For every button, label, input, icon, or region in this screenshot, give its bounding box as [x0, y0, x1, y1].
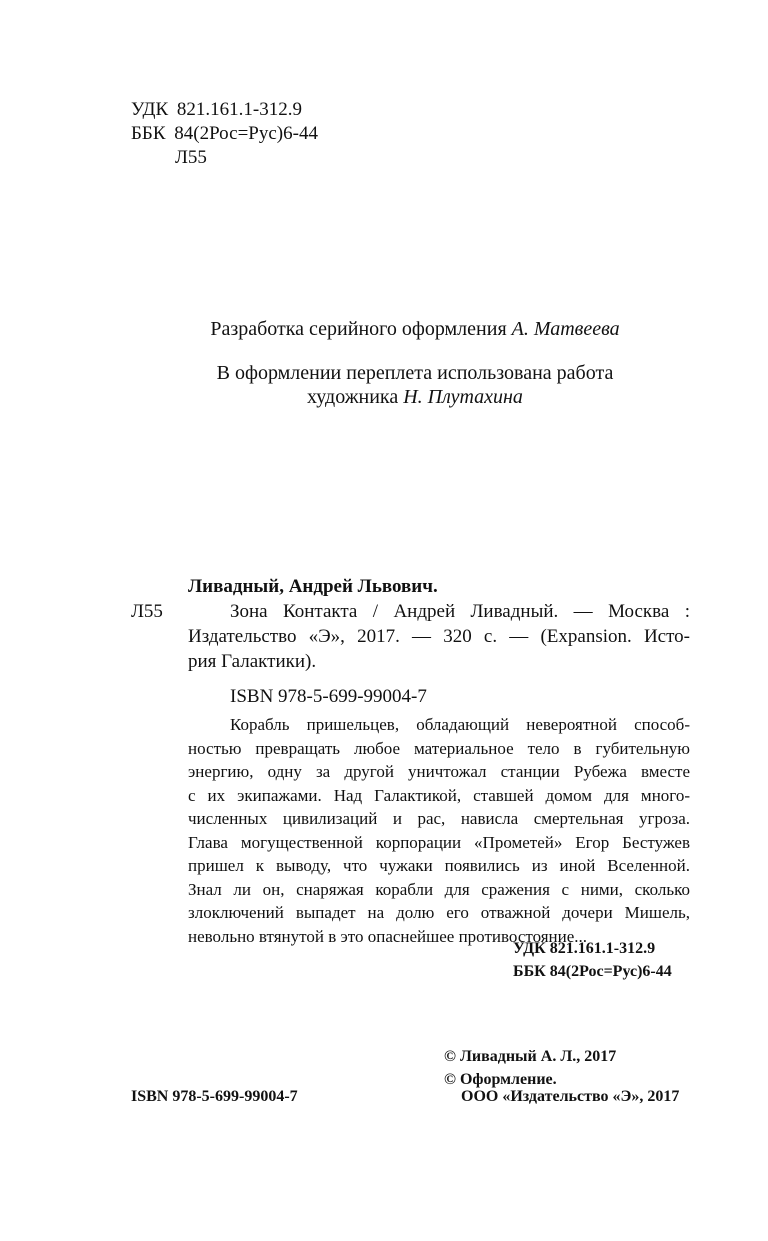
series-design-line [110, 317, 720, 341]
bbk-label: ББК [131, 123, 166, 144]
udk-label: УДК [131, 99, 169, 120]
annotation-line: энергию, одну за другой уничтожал станции Рубежа вместе [188, 762, 690, 781]
record-description-line-3: рия Галактики). [188, 651, 317, 672]
cover-art-line-1: В оформлении переплета использована работа [216, 362, 614, 384]
record-description-line-1: Зона Контакта / Андрей Ливадный. — Москва : [230, 601, 690, 622]
annotation-line: невольно втянутой в это опаснейшее противостояние... [188, 926, 588, 946]
annotation-line: злоключений выпадет на долю его отважной дочери Мишель, [188, 903, 690, 922]
bbk-value: 84(2Рос=Рус)6-44 [174, 123, 318, 144]
annotation-bbk: ББК 84(2Рос=Рус)6-44 [513, 963, 672, 980]
cover-artist-name: Н. Плутахина [403, 386, 523, 408]
cover-art-line-2 [110, 385, 720, 409]
record-mark: Л55 [131, 601, 163, 622]
author-mark-top: Л55 [175, 147, 207, 168]
udk-value: 821.161.1-312.9 [176, 99, 302, 120]
cover-artist-text: художника [307, 386, 404, 408]
annotation-line: Знал ли он, снаряжая корабли для сражения с ними, сколько [188, 879, 690, 899]
footer-copyright-design: © Оформление. [444, 1071, 557, 1088]
annotation-line: с их экипажами. Над Галактикой, ставшей домом для много- [188, 785, 690, 805]
footer-copyright-author: © Ливадный А. Л., 2017 [444, 1048, 617, 1065]
footer-isbn: ISBN 978-5-699-99004-7 [131, 1088, 298, 1105]
annotation-line: Глава могущественной корпорации «Прометей» Егор Бестужев [188, 832, 690, 852]
udk-row [131, 97, 302, 122]
record-description-line-2: Издательство «Э», 2017. — 320 с. — (Expansion. Исто- [188, 626, 690, 647]
record-isbn: ISBN 978-5-699-99004-7 [230, 686, 427, 707]
footer-copyright-publisher: ООО «Издательство «Э», 2017 [461, 1088, 680, 1105]
annotation-line: пришел к выводу, что чужаки появились из иной Вселенной. [188, 856, 690, 875]
bbk-row [131, 121, 318, 146]
series-designer-name: А. Матвеева [511, 318, 620, 340]
series-design-text: Разработка серийного оформления [210, 318, 512, 340]
annotation-line: ностью превращать любое материальное тело в губительную [188, 738, 690, 758]
annotation-line: Корабль пришельцев, обладающий невероятной способ- [230, 715, 690, 734]
annotation-line: численных цивилизаций и рас, нависла смертельная угроза. [188, 809, 690, 828]
annotation-udk: УДК 821.161.1-312.9 [513, 940, 656, 957]
author-heading: Ливадный, Андрей Львович. [188, 576, 438, 597]
